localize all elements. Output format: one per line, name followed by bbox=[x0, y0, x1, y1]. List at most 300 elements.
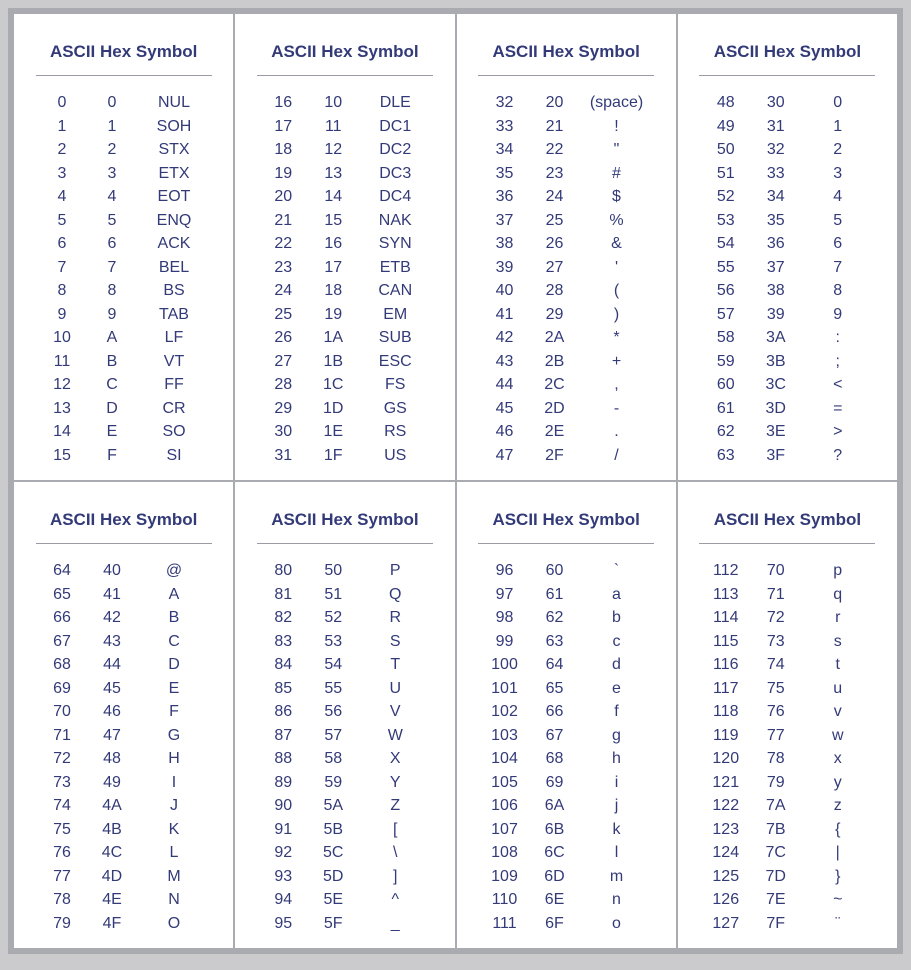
hex-cell: 13 bbox=[324, 164, 343, 182]
symbol-cell: STX bbox=[158, 141, 190, 158]
ascii-cell: 61 bbox=[716, 399, 735, 417]
table-row bbox=[678, 747, 897, 771]
hex-cell: 0 bbox=[107, 94, 117, 111]
table-row bbox=[14, 303, 233, 327]
hex-cell: D bbox=[106, 399, 118, 417]
ascii-cell: 75 bbox=[53, 820, 71, 838]
hex-cell: 43 bbox=[103, 632, 121, 650]
ascii-cell: 6 bbox=[57, 235, 67, 252]
ascii-cell: 97 bbox=[495, 585, 514, 603]
ascii-cell: 112 bbox=[712, 562, 739, 579]
table-row bbox=[678, 794, 897, 818]
hex-cell: 6A bbox=[544, 797, 565, 814]
ascii-panel bbox=[457, 482, 676, 948]
ascii-cell: 120 bbox=[712, 750, 740, 767]
table-row bbox=[14, 794, 233, 818]
hex-cell: 67 bbox=[545, 726, 564, 744]
symbol-cell: US bbox=[384, 446, 407, 464]
hex-cell: 7 bbox=[107, 258, 117, 276]
hex-cell: 7B bbox=[765, 820, 786, 838]
symbol-cell: O bbox=[167, 914, 181, 932]
hex-cell: 46 bbox=[103, 703, 121, 720]
hex-cell: 7D bbox=[765, 867, 786, 885]
table-row bbox=[14, 912, 233, 936]
panel-rows bbox=[235, 91, 454, 467]
ascii-cell: 57 bbox=[716, 305, 735, 323]
ascii-cell: 91 bbox=[274, 820, 293, 838]
hex-cell: 52 bbox=[324, 609, 343, 626]
ascii-cell: 14 bbox=[53, 423, 71, 440]
symbol-cell: e bbox=[612, 679, 621, 697]
table-row bbox=[678, 279, 897, 303]
ascii-cell: 116 bbox=[712, 656, 739, 673]
hex-cell: 3E bbox=[765, 423, 786, 440]
ascii-cell: 89 bbox=[274, 773, 293, 791]
symbol-cell: FF bbox=[164, 376, 184, 393]
ascii-cell: 87 bbox=[274, 726, 293, 744]
panel-title: ASCII Hex Symbol bbox=[492, 510, 640, 529]
symbol-cell: - bbox=[613, 399, 620, 417]
symbol-cell: CR bbox=[162, 399, 186, 417]
hex-cell: 2C bbox=[544, 376, 565, 393]
ascii-cell: 78 bbox=[53, 891, 71, 908]
table-row bbox=[457, 91, 676, 115]
hex-cell: 5A bbox=[323, 797, 344, 814]
ascii-panel bbox=[235, 482, 454, 948]
symbol-cell: " bbox=[613, 141, 620, 158]
symbol-cell: G bbox=[167, 726, 181, 744]
ascii-cell: 0 bbox=[57, 94, 67, 111]
symbol-cell: h bbox=[612, 750, 621, 767]
hex-cell: 56 bbox=[324, 703, 343, 720]
hex-cell: 7A bbox=[765, 797, 786, 814]
symbol-cell: B bbox=[168, 609, 180, 626]
table-row bbox=[678, 583, 897, 607]
ascii-cell: 31 bbox=[274, 446, 293, 464]
panel-title-rule bbox=[478, 543, 654, 544]
symbol-cell: o bbox=[612, 914, 621, 932]
table-row bbox=[678, 559, 897, 583]
hex-cell: 1B bbox=[323, 352, 344, 370]
symbol-cell: E bbox=[168, 679, 180, 697]
ascii-cell: 62 bbox=[716, 423, 735, 440]
symbol-cell: ^ bbox=[391, 891, 399, 908]
table-row bbox=[235, 444, 454, 468]
table-row bbox=[235, 350, 454, 374]
ascii-cell: 23 bbox=[274, 258, 293, 276]
table-row bbox=[14, 279, 233, 303]
table-row bbox=[14, 818, 233, 842]
table-row bbox=[14, 420, 233, 444]
ascii-cell: 127 bbox=[712, 914, 740, 932]
symbol-cell: EM bbox=[383, 305, 408, 323]
symbol-cell: DC1 bbox=[379, 117, 412, 135]
hex-cell: 57 bbox=[324, 726, 343, 744]
symbol-cell: SUB bbox=[378, 329, 412, 346]
symbol-cell: ` bbox=[613, 562, 620, 579]
ascii-cell: 79 bbox=[53, 914, 71, 932]
table-row bbox=[457, 747, 676, 771]
symbol-cell: GS bbox=[383, 399, 407, 417]
table-row bbox=[457, 115, 676, 139]
table-row bbox=[14, 630, 233, 654]
hex-cell: 77 bbox=[766, 726, 785, 744]
table-row bbox=[14, 653, 233, 677]
hex-cell: 35 bbox=[766, 211, 785, 229]
ascii-cell: 28 bbox=[274, 376, 293, 393]
panel-title: ASCII Hex Symbol bbox=[713, 42, 862, 61]
hex-cell: 60 bbox=[545, 562, 564, 579]
hex-cell: 75 bbox=[766, 679, 785, 697]
table-row bbox=[457, 444, 676, 468]
symbol-cell: y bbox=[833, 773, 842, 791]
symbol-cell: M bbox=[167, 867, 181, 885]
table-row bbox=[235, 606, 454, 630]
panel-title: ASCII Hex Symbol bbox=[49, 42, 198, 61]
ascii-cell: 125 bbox=[712, 867, 740, 885]
panel-rows bbox=[14, 559, 233, 935]
symbol-cell: = bbox=[833, 399, 843, 417]
ascii-cell: 99 bbox=[495, 632, 514, 650]
ascii-cell: 53 bbox=[716, 211, 735, 229]
symbol-cell: (space) bbox=[589, 94, 644, 111]
panel-title: ASCII Hex Symbol bbox=[49, 510, 198, 529]
ascii-cell: 64 bbox=[53, 562, 71, 579]
ascii-cell: 108 bbox=[491, 844, 518, 861]
panel-title: ASCII Hex Symbol bbox=[271, 510, 419, 529]
ascii-cell: 4 bbox=[57, 188, 67, 205]
ascii-cell: 115 bbox=[712, 632, 739, 650]
ascii-cell: 40 bbox=[495, 282, 514, 299]
hex-cell: F bbox=[107, 446, 117, 464]
hex-cell: 2E bbox=[544, 423, 565, 440]
ascii-cell: 9 bbox=[57, 305, 67, 323]
symbol-cell: r bbox=[835, 609, 841, 626]
ascii-cell: 119 bbox=[712, 726, 739, 744]
ascii-cell: 5 bbox=[57, 211, 67, 229]
ascii-cell: 86 bbox=[274, 703, 293, 720]
ascii-cell: 70 bbox=[53, 703, 71, 720]
hex-cell: 7C bbox=[765, 844, 786, 861]
ascii-cell: 27 bbox=[274, 352, 293, 370]
ascii-cell: 60 bbox=[716, 376, 735, 393]
symbol-cell: LF bbox=[164, 329, 184, 346]
hex-cell: 65 bbox=[545, 679, 564, 697]
ascii-cell: 59 bbox=[716, 352, 735, 370]
ascii-cell: 100 bbox=[491, 656, 518, 673]
hex-cell: E bbox=[106, 423, 118, 440]
ascii-cell: 44 bbox=[495, 376, 514, 393]
hex-cell: 1A bbox=[323, 329, 344, 346]
ascii-cell: 105 bbox=[491, 773, 518, 791]
symbol-cell: 6 bbox=[833, 235, 843, 252]
symbol-cell: EOT bbox=[157, 188, 191, 205]
table-row bbox=[678, 350, 897, 374]
hex-cell: 6D bbox=[544, 867, 565, 885]
symbol-cell: & bbox=[611, 235, 622, 252]
symbol-cell: % bbox=[609, 211, 624, 229]
symbol-cell: Z bbox=[390, 797, 401, 814]
symbol-cell: A bbox=[168, 585, 180, 603]
table-row bbox=[457, 818, 676, 842]
table-row bbox=[457, 841, 676, 865]
symbol-cell: BS bbox=[163, 282, 185, 299]
hex-cell: 18 bbox=[324, 282, 343, 299]
table-row bbox=[678, 653, 897, 677]
hex-cell: 14 bbox=[324, 188, 343, 205]
symbol-cell: 7 bbox=[833, 258, 843, 276]
symbol-cell: ; bbox=[835, 352, 840, 370]
symbol-cell: Y bbox=[389, 773, 401, 791]
symbol-cell: ( bbox=[613, 282, 620, 299]
ascii-cell: 51 bbox=[716, 164, 735, 182]
table-row bbox=[235, 138, 454, 162]
symbol-cell: S bbox=[389, 632, 401, 650]
ascii-cell: 67 bbox=[53, 632, 71, 650]
hex-cell: 41 bbox=[103, 585, 121, 603]
hex-cell: 3 bbox=[107, 164, 117, 182]
table-row bbox=[678, 444, 897, 468]
symbol-cell: a bbox=[612, 585, 621, 603]
hex-cell: 9 bbox=[107, 305, 117, 323]
ascii-cell: 37 bbox=[495, 211, 514, 229]
symbol-cell: g bbox=[612, 726, 621, 744]
table-row bbox=[678, 209, 897, 233]
hex-cell: 3A bbox=[765, 329, 786, 346]
symbol-cell: w bbox=[831, 726, 844, 744]
ascii-cell: 63 bbox=[716, 446, 735, 464]
symbol-cell: ! bbox=[614, 117, 619, 135]
table-row bbox=[235, 630, 454, 654]
ascii-cell: 15 bbox=[53, 446, 71, 464]
ascii-cell: 71 bbox=[53, 726, 71, 744]
symbol-cell: < bbox=[833, 376, 843, 393]
symbol-cell: ) bbox=[613, 305, 620, 323]
table-row bbox=[678, 865, 897, 889]
table-row bbox=[235, 326, 454, 350]
symbol-cell: , bbox=[614, 376, 619, 393]
ascii-cell: 72 bbox=[53, 750, 71, 767]
ascii-cell: 47 bbox=[495, 446, 514, 464]
ascii-cell: 85 bbox=[274, 679, 293, 697]
panel-rows bbox=[235, 559, 454, 935]
symbol-cell: ESC bbox=[378, 352, 412, 370]
ascii-cell: 92 bbox=[274, 844, 293, 861]
ascii-cell: 26 bbox=[274, 329, 293, 346]
hex-cell: 5C bbox=[323, 844, 344, 861]
hex-cell: 28 bbox=[545, 282, 564, 299]
hex-cell: 7F bbox=[766, 914, 786, 932]
ascii-cell: 117 bbox=[712, 679, 739, 697]
table-row bbox=[235, 209, 454, 233]
hex-cell: 39 bbox=[766, 305, 785, 323]
hex-cell: 33 bbox=[766, 164, 785, 182]
symbol-cell: SI bbox=[166, 446, 182, 464]
panel-title-rule bbox=[36, 75, 212, 76]
symbol-cell: d bbox=[612, 656, 621, 673]
symbol-cell: ETB bbox=[379, 258, 411, 276]
table-row bbox=[457, 397, 676, 421]
symbol-cell: ETX bbox=[158, 164, 190, 182]
table-row bbox=[235, 771, 454, 795]
hex-cell: 61 bbox=[545, 585, 564, 603]
hex-cell: 4C bbox=[101, 844, 123, 861]
symbol-cell: F bbox=[169, 703, 179, 720]
hex-cell: 3F bbox=[766, 446, 786, 464]
panel-rows bbox=[457, 559, 676, 935]
table-row bbox=[678, 256, 897, 280]
ascii-cell: 84 bbox=[274, 656, 293, 673]
hex-cell: 30 bbox=[766, 94, 785, 111]
table-row bbox=[457, 232, 676, 256]
table-row bbox=[235, 818, 454, 842]
hex-cell: 15 bbox=[324, 211, 343, 229]
hex-cell: 48 bbox=[103, 750, 121, 767]
hex-cell: 6F bbox=[545, 914, 564, 932]
hex-cell: 4E bbox=[102, 891, 122, 908]
table-row bbox=[457, 279, 676, 303]
table-row bbox=[678, 606, 897, 630]
hex-cell: 44 bbox=[103, 656, 121, 673]
hex-cell: 3B bbox=[765, 352, 786, 370]
table-row bbox=[14, 256, 233, 280]
table-row bbox=[235, 397, 454, 421]
symbol-cell: TAB bbox=[159, 305, 189, 323]
hex-cell: 59 bbox=[324, 773, 343, 791]
table-row bbox=[14, 747, 233, 771]
hex-cell: 12 bbox=[324, 141, 343, 158]
symbol-cell: SYN bbox=[378, 235, 412, 252]
hex-cell: 21 bbox=[545, 117, 564, 135]
hex-cell: 1 bbox=[107, 117, 117, 135]
hex-cell: 31 bbox=[766, 117, 785, 135]
ascii-cell: 12 bbox=[53, 376, 71, 393]
hex-cell: 4 bbox=[107, 188, 117, 205]
symbol-cell: DC3 bbox=[379, 164, 412, 182]
symbol-cell: [ bbox=[393, 820, 398, 838]
hex-cell: 6C bbox=[544, 844, 565, 861]
symbol-cell: RS bbox=[384, 423, 407, 440]
ascii-cell: 54 bbox=[716, 235, 735, 252]
symbol-cell: i bbox=[614, 773, 619, 791]
ascii-panel bbox=[678, 482, 897, 948]
hex-cell: 1D bbox=[323, 399, 344, 417]
hex-cell: 1E bbox=[323, 423, 344, 440]
ascii-cell: 121 bbox=[712, 773, 740, 791]
ascii-cell: 52 bbox=[716, 188, 735, 205]
table-row bbox=[235, 794, 454, 818]
hex-cell: 34 bbox=[766, 188, 785, 205]
ascii-cell: 24 bbox=[274, 282, 293, 299]
ascii-cell: 56 bbox=[716, 282, 735, 299]
hex-cell: 3D bbox=[765, 399, 786, 417]
table-row bbox=[457, 724, 676, 748]
table-row bbox=[678, 138, 897, 162]
table-row bbox=[235, 865, 454, 889]
panel-title-rule bbox=[257, 543, 433, 544]
ascii-cell: 46 bbox=[495, 423, 514, 440]
ascii-cell: 43 bbox=[495, 352, 514, 370]
hex-cell: 2B bbox=[544, 352, 565, 370]
hex-cell: 64 bbox=[545, 656, 564, 673]
table-row bbox=[14, 724, 233, 748]
hex-cell: 62 bbox=[545, 609, 564, 626]
ascii-cell: 109 bbox=[491, 867, 518, 885]
hex-cell: 16 bbox=[324, 235, 343, 252]
hex-cell: 45 bbox=[103, 679, 121, 697]
symbol-cell: N bbox=[168, 891, 180, 908]
table-row bbox=[678, 397, 897, 421]
table-row bbox=[235, 115, 454, 139]
panel-rows bbox=[457, 91, 676, 467]
hex-cell: 78 bbox=[766, 750, 785, 767]
ascii-cell: 55 bbox=[716, 258, 735, 276]
table-row bbox=[678, 91, 897, 115]
symbol-cell: . bbox=[614, 423, 619, 440]
symbol-cell: DC2 bbox=[379, 141, 412, 158]
symbol-cell: v bbox=[833, 703, 842, 720]
ascii-panel bbox=[678, 14, 897, 480]
hex-cell: 2 bbox=[107, 141, 117, 158]
symbol-cell: FS bbox=[385, 376, 406, 393]
ascii-cell: 66 bbox=[53, 609, 71, 626]
ascii-cell: 90 bbox=[274, 797, 293, 814]
hex-cell: 2D bbox=[544, 399, 565, 417]
hex-cell: 5E bbox=[323, 891, 344, 908]
ascii-cell: 45 bbox=[495, 399, 514, 417]
table-row bbox=[14, 583, 233, 607]
symbol-cell: L bbox=[169, 844, 179, 861]
symbol-cell: ENQ bbox=[156, 211, 192, 229]
symbol-cell: u bbox=[833, 679, 843, 697]
table-row bbox=[678, 677, 897, 701]
table-row bbox=[457, 700, 676, 724]
symbol-cell: X bbox=[389, 750, 401, 767]
hex-cell: 26 bbox=[545, 235, 564, 252]
table-row bbox=[235, 303, 454, 327]
table-row bbox=[457, 420, 676, 444]
symbol-cell: ? bbox=[833, 446, 843, 464]
ascii-panel bbox=[14, 482, 233, 948]
ascii-cell: 19 bbox=[274, 164, 293, 182]
table-row bbox=[235, 256, 454, 280]
hex-cell: 37 bbox=[766, 258, 785, 276]
hex-cell: 47 bbox=[103, 726, 121, 744]
ascii-cell: 101 bbox=[491, 679, 518, 697]
ascii-cell: 114 bbox=[712, 609, 739, 626]
symbol-cell: \ bbox=[393, 844, 398, 861]
symbol-cell: DLE bbox=[379, 94, 411, 111]
table-row bbox=[235, 888, 454, 912]
ascii-panel bbox=[235, 14, 454, 480]
ascii-cell: 7 bbox=[57, 258, 67, 276]
ascii-cell: 35 bbox=[495, 164, 514, 182]
hex-cell: 69 bbox=[545, 773, 564, 791]
table-row bbox=[457, 865, 676, 889]
table-row bbox=[14, 185, 233, 209]
table-row bbox=[235, 279, 454, 303]
table-row bbox=[457, 653, 676, 677]
ascii-cell: 32 bbox=[495, 94, 514, 111]
symbol-cell: t bbox=[835, 656, 840, 673]
ascii-cell: 29 bbox=[274, 399, 293, 417]
hex-cell: 1F bbox=[323, 446, 343, 464]
symbol-cell: R bbox=[389, 609, 402, 626]
ascii-cell: 20 bbox=[274, 188, 293, 205]
hex-cell: 4B bbox=[102, 820, 122, 838]
table-row bbox=[678, 420, 897, 444]
ascii-cell: 123 bbox=[712, 820, 740, 838]
